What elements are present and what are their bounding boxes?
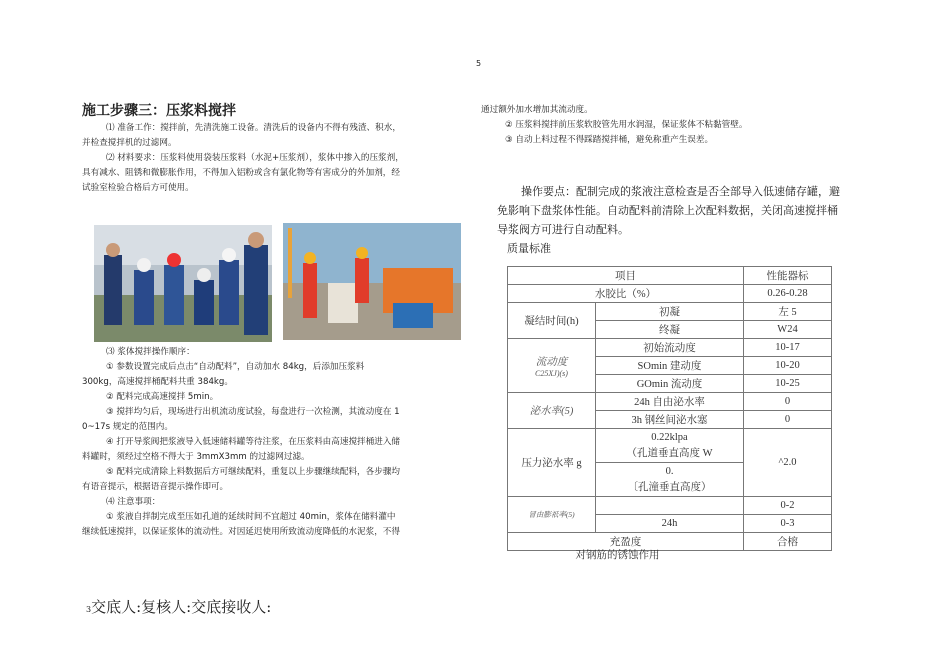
cell: 3h 钢丝间泌水塞 (596, 411, 744, 429)
cell: 10-17 (744, 339, 832, 357)
cell: 24h (596, 515, 744, 533)
paragraph: 并检查搅拌机的过滤网。 (82, 138, 177, 148)
pressure-line: （孔道垂直高度 W (626, 447, 713, 459)
photo-grout-mixing (283, 223, 461, 340)
paragraph: 通过额外加水增加其流动度。 (481, 105, 593, 115)
cell: 凝结时间(h) (508, 303, 596, 339)
cell: 充盈度 (508, 533, 744, 551)
left-column-bottom (82, 345, 477, 540)
operation-points (497, 182, 877, 255)
note-item: ① 浆液自拌制完成至压如孔道的延续时间不宜超过 40min，浆体在储料灌中 (106, 512, 396, 522)
step-item: 300kg，高速搅拌桶配料共重 384kg。 (82, 377, 233, 387)
cell: 初始流动度 (596, 339, 744, 357)
header-item: 项目 (508, 267, 744, 285)
paragraph: ⑷ 注意事项： (106, 497, 161, 507)
cell: 水胶比（%） (508, 285, 744, 303)
cell: 泌水率(5) (508, 393, 596, 429)
quality-standard-heading: 质量标准 (507, 242, 551, 255)
cell: 0.26-0.28 (744, 285, 832, 303)
cell: 压力泌水率 g (508, 429, 596, 497)
paragraph: 免影响下盘浆体性能。自动配料前清除上次配料数据，关闭高速搅拌桶 (497, 204, 838, 217)
paragraph: ⑵ 材料要求：压浆料使用袋装压浆料（水泥+压浆剂），浆体中掺入的压浆剂， (106, 153, 404, 163)
cell: 24h 自由泌水率 (596, 393, 744, 411)
paragraph: 操作要点：配制完成的浆液注意检查是否全部导入低速储存罐，避 (521, 185, 840, 198)
step-item: ② 压浆料搅拌前压浆软胶管先用水润湿，保证浆体不粘黏管壁。 (505, 120, 748, 130)
paragraph: 具有减水、阻锈和微膨胀作用，不得加入铝粉或含有氯化物等有害成分的外加剂，经 (82, 168, 400, 178)
quality-table (507, 266, 832, 565)
pressure-line: 0.22klpa (651, 431, 688, 443)
cell: 终凝 (596, 321, 744, 339)
photo-workers-inspection (94, 225, 272, 342)
cell: 左 5 (744, 303, 832, 321)
pressure-line: 0. (665, 465, 674, 477)
step-item: ③ 搅拌均匀后，现场进行出机流动度试验，每盘进行一次检测，其流动度在 1 (106, 407, 400, 417)
cell: SOmin 建动度 (596, 357, 744, 375)
cell: 0-3 (744, 515, 832, 533)
footer-text: 交底人:复核人:交底接收人: (91, 598, 272, 616)
page-number: 5 (476, 59, 482, 68)
pressure-line: 〔孔潼垂直高度） (627, 481, 712, 493)
cell: 0 (744, 411, 832, 429)
step-item: ③ 自动上料过程不得踩踏搅拌桶，避免称重产生误差。 (505, 135, 714, 145)
cell: 0 (744, 393, 832, 411)
signature-footer (86, 596, 271, 617)
cell: W24 (744, 321, 832, 339)
cell: 对钢筋的锈蚀作用 (575, 550, 660, 561)
cell (596, 429, 744, 463)
step-item: ① 参数设置完成后点击“自动配料”，自动加水 84kg，后添加压浆料 (106, 362, 365, 372)
step-item: ④ 打开导浆阀把浆液导入低速储料罐等待注浆，在压浆料由高速搅拌桶进入储 (106, 437, 401, 447)
step-item: 0~17s 规定的范围内。 (82, 422, 173, 432)
cell: 合榕 (744, 533, 832, 551)
fluidity-sub: C25XJ)(s) (535, 368, 568, 378)
cell: 10-20 (744, 357, 832, 375)
cell (596, 463, 744, 497)
step-item: 有语音提示，根据语音提示操作即可。 (82, 482, 229, 492)
cell (596, 497, 744, 515)
paragraph: 导浆阀方可进行自动配料。 (497, 223, 629, 236)
cell: GOmin 流动度 (596, 375, 744, 393)
cell: ^2.0 (744, 429, 832, 497)
paragraph: ⑴ 准备工作：搅拌前，先清洗施工设备。清洗后的设备内不得有残渣、积水， (106, 123, 401, 133)
step-item: 料罐时，须经过空格不得大于 3mmX3mm 的过滤网过滤。 (82, 452, 310, 462)
footer-prefix: 3 (86, 605, 92, 614)
note-item: 继续低速搅拌，以保证浆体的流动性。对因延迟使用所致流动度降低的水泥浆，不得 (82, 527, 400, 537)
right-column-top (481, 103, 881, 148)
step-item: ② 配料完成高速搅拌 5min。 (106, 392, 219, 402)
cell: 冒由膨祇率(5) (508, 497, 596, 533)
step-item: ⑤ 配料完成清除上料数据后方可继续配料，重复以上步骤继续配料，各步骤均 (106, 467, 401, 477)
cell: 0-2 (744, 497, 832, 515)
section-heading: 施工步骤三：压浆料搅拌 (82, 103, 236, 119)
paragraph: ⑶ 浆体搅拌操作顺序： (106, 347, 195, 357)
cell: 初凝 (596, 303, 744, 321)
cell: 10-25 (744, 375, 832, 393)
left-column-top (82, 121, 477, 196)
paragraph: 试验室检验合格后方可使用。 (82, 183, 194, 193)
header-index: 性能器标 (744, 267, 832, 285)
fluidity-label: 流动度 (535, 356, 568, 368)
cell (508, 339, 596, 393)
